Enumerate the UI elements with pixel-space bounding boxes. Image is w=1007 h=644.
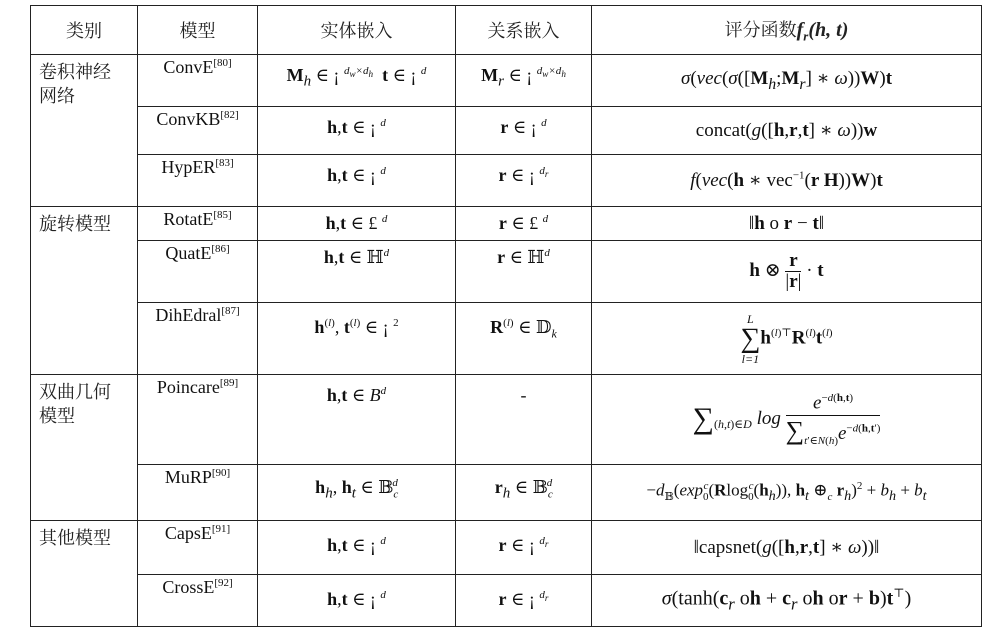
- score-cell: $-d_𝔹(\exp_0^c(Rlog_0^c(h_h))$, $h_t$ $\oplus_c$ $r_h)^2 + b_h + b_t$: [592, 465, 982, 521]
- score-math: $\sigma(vec(\sigma([M_h;M_r]$ ∗ ω))W)t: [680, 68, 893, 93]
- entity-cell: h,t ∈ £ $^d$: [258, 207, 456, 241]
- score-cell: ‖h o r − t‖: [592, 207, 982, 241]
- model-cell: MuRP[90]: [138, 465, 258, 521]
- relation-cell: r ∈ ¡ $^{d_r}$: [456, 155, 592, 207]
- model-cell: HypER[83]: [138, 155, 258, 207]
- header-model: 模型: [138, 6, 258, 55]
- relation-cell: [456, 55, 592, 107]
- table-row: [31, 107, 982, 155]
- entity-cell: h,t ∈ ¡ $^d$: [258, 155, 456, 207]
- category-cell: 其他模型: [31, 521, 138, 627]
- entity-cell: h,t ∈ $B^d$: [258, 375, 456, 465]
- relation-cell: r ∈ ¡ $^{d_r}$: [456, 575, 592, 627]
- table-row: [31, 207, 982, 241]
- relation-math: $M_r$ ∈ ¡ $^{d_w\times d_h}$: [481, 65, 566, 90]
- relation-cell: r ∈ ℍ$^d$: [456, 241, 592, 303]
- model-cell: ConvE[80]: [138, 55, 258, 107]
- entity-cell: h,t ∈ ¡ $^d$: [258, 575, 456, 627]
- table-row: [31, 155, 982, 207]
- score-cell: L ∑ l=1 $h^{(l)⊤}R^{(l)}t^{(l)}$: [592, 303, 982, 375]
- entity-cell: [258, 55, 456, 107]
- model-cell: RotatE[85]: [138, 207, 258, 241]
- table-row: [31, 375, 982, 465]
- score-cell: f(vec(h ∗ vec$^{-1}$(r H))W)t: [592, 155, 982, 207]
- score-cell: $\sum_{(h,t)\in D}$ log $\frac{e^{-d(h,t)}}{\sum_{t'\in N(h)}e^{-d(h,t')}}$: [592, 375, 982, 465]
- category-cell: 双曲几何模型: [31, 375, 138, 521]
- table-row: [31, 575, 982, 627]
- model-cell: CapsE[91]: [138, 521, 258, 575]
- score-cell: h ⊗ $\frac{r}{|r|}$ · t: [592, 241, 982, 303]
- score-cell: concat(g([h,r,t] ∗ ω))w: [592, 107, 982, 155]
- model-cell: QuatE[86]: [138, 241, 258, 303]
- model-comparison-table: [30, 5, 981, 627]
- header-category: 类别: [31, 6, 138, 55]
- model-cell: Poincare[89]: [138, 375, 258, 465]
- relation-cell: $r_h$ ∈ 𝔹$_c^d$: [456, 465, 592, 521]
- model-cell: CrossE[92]: [138, 575, 258, 627]
- entity-cell: $h^{(l)}$, $t^{(l)}$ ∈ ¡ $^2$: [258, 303, 456, 375]
- table-row: [31, 303, 982, 375]
- entity-cell: h,t ∈ ¡ $^d$: [258, 521, 456, 575]
- relation-cell: -: [456, 375, 592, 465]
- header-row: [31, 6, 982, 55]
- score-cell: $\sigma(\tanh(c_r$ oh + $c_r$ oh or + b)t⊤): [592, 575, 982, 627]
- relation-cell: r ∈ ¡ $^d$: [456, 107, 592, 155]
- score-cell: ‖capsnet(g([h,r,t] ∗ ω))‖: [592, 521, 982, 575]
- entity-cell: $h_h$, $h_t$ ∈ 𝔹$_c^d$: [258, 465, 456, 521]
- header-entity: 实体嵌入: [258, 6, 456, 55]
- header-relation: 关系嵌入: [456, 6, 592, 55]
- table-row: [31, 241, 982, 303]
- table-row: [31, 55, 982, 107]
- relation-cell: $R^{(l)}$ ∈ 𝔻$_k$: [456, 303, 592, 375]
- model-cell: ConvKB[82]: [138, 107, 258, 155]
- header-score: 评分函数$f_r(h$, t): [592, 6, 982, 55]
- relation-cell: r ∈ £ $^d$: [456, 207, 592, 241]
- entity-cell: h,t ∈ ℍ$^d$: [258, 241, 456, 303]
- entity-cell: h,t ∈ ¡ $^d$: [258, 107, 456, 155]
- category-cell: 卷积神经网络: [31, 55, 138, 207]
- entity-math: $M_h$ ∈ ¡ $^{d_w\times d_h}$ t ∈ ¡ $^d$: [286, 65, 427, 90]
- model-cell: DihEdral[87]: [138, 303, 258, 375]
- table-row: [31, 521, 982, 575]
- score-cell: [592, 55, 982, 107]
- relation-cell: r ∈ ¡ $^{d_r}$: [456, 521, 592, 575]
- category-cell: 旋转模型: [31, 207, 138, 375]
- table-row: [31, 465, 982, 521]
